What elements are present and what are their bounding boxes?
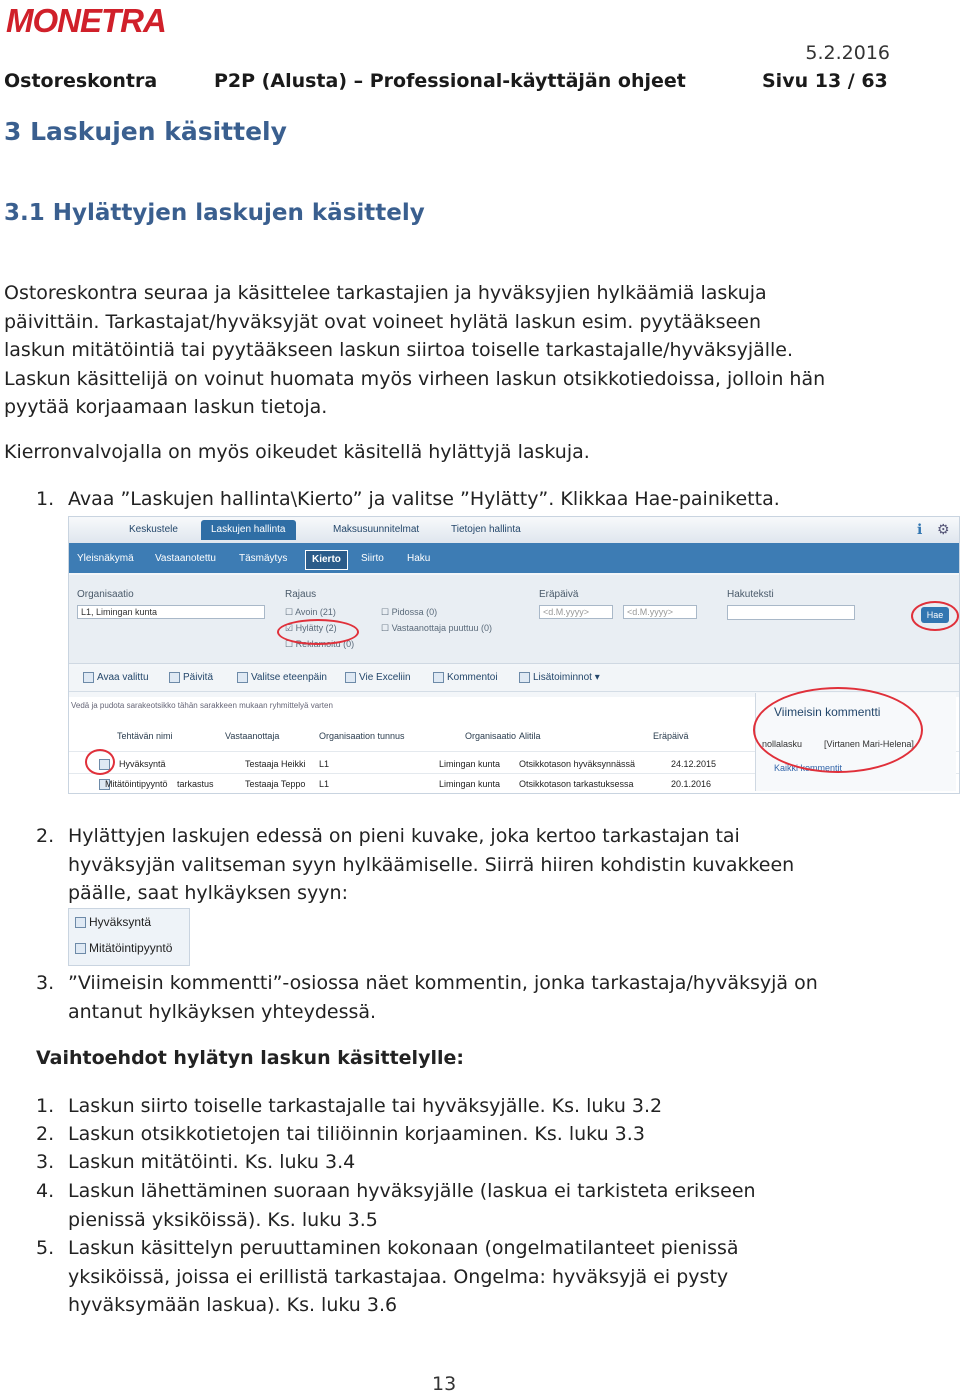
col-alitila[interactable]: Alitila — [519, 731, 541, 741]
info-icon[interactable]: ℹ — [917, 521, 923, 537]
gear-icon[interactable]: ⚙ — [937, 521, 950, 537]
checkbox-hylatty[interactable]: ☑ Hylätty (2) — [285, 623, 337, 634]
subtab-tasmaytys[interactable]: Täsmäytys — [239, 553, 288, 564]
crop-row: Hyväksyntä — [75, 915, 151, 929]
alt-line: hyväksymään laskua). Ks. luku 3.6 — [68, 1294, 398, 1316]
date-from-field[interactable]: <d.M.yyyy> — [539, 605, 613, 619]
table-cell[interactable]: Mitätöintipyyntö — [105, 779, 168, 789]
table-cell: Limingan kunta — [439, 779, 501, 789]
highlight-ring-comment — [753, 687, 923, 773]
kommentoi-button[interactable]: Kommentoi — [433, 672, 498, 683]
paivita-button[interactable]: Päivitä — [169, 672, 213, 683]
alt-number: 5. — [36, 1237, 55, 1259]
highlight-ring-icon — [85, 749, 115, 775]
table-cell: 20.1.2016 — [671, 779, 712, 789]
highlight-ring-hylatty — [277, 619, 359, 645]
table-cell: Testaaja Heikki — [245, 759, 306, 769]
chapter-heading: 3 Laskujen käsittely — [4, 117, 287, 146]
open-icon — [83, 672, 94, 683]
subtab-vastaanotettu[interactable]: Vastaanotettu — [155, 553, 216, 564]
tab-tietojen-hallinta[interactable]: Tietojen hallinta — [451, 524, 521, 535]
rejection-icon-screenshot — [68, 908, 190, 966]
alt-number: 2. — [36, 1123, 55, 1145]
intro-paragraph — [4, 279, 904, 422]
table-cell: Otsikkotason hyväksynnässä — [519, 759, 636, 769]
section-heading: 3.1 Hylättyjen laskujen käsittely — [4, 200, 425, 226]
table-cell: 24.12.2015 — [671, 759, 717, 769]
forward-icon — [237, 672, 248, 683]
col-organisaation-tunnus[interactable]: Organisaation tunnus — [319, 731, 405, 741]
checkbox-avoin[interactable]: ☐ Avoin (21) — [285, 607, 336, 618]
alt-text — [68, 1177, 928, 1234]
crop-row: Mitätöintipyyntö — [75, 941, 172, 955]
checkbox-pidossa[interactable]: ☐ Pidossa (0) — [381, 607, 437, 618]
checkbox-reklamoitu[interactable]: ☐ Reklamoitu (0) — [285, 639, 354, 650]
app-screenshot — [68, 516, 960, 794]
refresh-icon — [169, 672, 180, 683]
step2-line: päälle, saat hylkäyksen syyn: — [68, 882, 348, 904]
intro-line: laskun mitätöintiä tai pyytääkseen laskun siirtoa toiselle tarkastajalle/hyväksyjälle. — [4, 339, 794, 361]
alt-text: Laskun otsikkotietojen tai tiliöinnin korjaaminen. Ks. luku 3.3 — [68, 1123, 645, 1145]
step3-number: 3. — [36, 972, 55, 994]
intro-line: Laskun käsittelijä on voinut huomata myös virheen laskun otsikkotiedoissa, jolloin hän — [4, 367, 826, 390]
monetra-logo: MONETRA — [6, 2, 166, 39]
latest-comment-title: Viimeisin kommentti — [774, 705, 881, 719]
more-icon — [519, 672, 530, 683]
alt-number: 1. — [36, 1095, 55, 1117]
step1-number: 1. — [36, 488, 55, 510]
table-cell: L1 — [319, 759, 330, 769]
tab-keskustele[interactable]: Keskustele — [129, 524, 178, 535]
table-cell: Otsikkotason tarkastuksessa — [519, 779, 634, 789]
document-icon — [75, 917, 86, 928]
alt-line: pienissä yksiköissä). Ks. luku 3.5 — [68, 1208, 378, 1231]
tab-laskujen-hallinta[interactable]: Laskujen hallinta — [201, 520, 296, 540]
lisatoiminnot-button[interactable]: Lisätoiminnot ▾ — [519, 672, 600, 683]
step3-line: ”Viimeisin kommentti”-osiossa näet kommentin, jonka tarkastaja/hyväksyjä on — [68, 972, 818, 994]
valitse-eteenpain-button[interactable]: Valitse eteenpäin — [237, 672, 327, 683]
step3-line: antanut hylkäyksen yhteydessä. — [68, 1000, 377, 1023]
step3-text — [68, 969, 928, 1026]
intro-line: Ostoreskontra seuraa ja käsittelee tarkastajien ja hyväksyjien hylkäämiä laskuja — [4, 282, 767, 304]
alt-number: 3. — [36, 1151, 55, 1173]
table-cell: L1 — [319, 779, 330, 789]
subtab-kierto[interactable]: Kierto — [305, 550, 348, 570]
supervisor-paragraph: Kierronvalvojalla on myös oikeudet käsitellä hylättyjä laskuja. — [4, 441, 590, 463]
hae-button[interactable]: Hae — [921, 607, 949, 623]
org-label: Organisaatio — [77, 589, 134, 600]
step1-text: Avaa ”Laskujen hallinta\Kierto” ja valitse ”Hylätty”. Klikkaa Hae-painiketta. — [68, 488, 780, 510]
table-cell: Limingan kunta — [439, 759, 501, 769]
group-hint: Vedä ja pudota sarakeotsikko tähän sarakkeen mukaan ryhmittelyä varten — [71, 701, 333, 710]
step2-number: 2. — [36, 825, 55, 847]
document-icon — [75, 943, 86, 954]
highlight-ring-hae — [911, 601, 959, 631]
intro-line: pyytää korjaamaan laskun tietoja. — [4, 396, 328, 418]
alt-line: yksiköissä, joissa ei erillistä tarkastajaa. Ongelma: hyväksyjä ei pysty — [68, 1265, 729, 1288]
step2-text — [68, 822, 928, 908]
subtab-yleisnakyma[interactable]: Yleisnäkymä — [77, 553, 134, 564]
comment-text: nollalasku — [762, 739, 803, 749]
date-to-field[interactable]: <d.M.yyyy> — [623, 605, 697, 619]
table-cell: Testaaja Teppo — [245, 779, 306, 789]
header-page: Sivu 13 / 63 — [762, 70, 888, 92]
checkbox-vastaanottaja-puuttuu[interactable]: ☐ Vastaanottaja puuttuu (0) — [381, 623, 492, 634]
alt-line: Laskun käsittelyn peruuttaminen kokonaan (ongelmatilanteet pienissä — [68, 1237, 739, 1259]
col-tehtavan-nimi[interactable]: Tehtävän nimi — [117, 731, 173, 741]
intro-line: päivittäin. Tarkastajat/hyväksyjät ovat voineet hylätä laskun esim. pyytääkseen — [4, 310, 761, 333]
step2-line: hyväksyjän valitseman syyn hylkäämiselle. Siirrä hiiren kohdistin kuvakkeen — [68, 853, 795, 876]
hakuteksti-label: Hakuteksti — [727, 589, 774, 600]
subtab-siirto[interactable]: Siirto — [361, 553, 384, 564]
hakuteksti-field[interactable] — [727, 605, 855, 620]
comment-author: [Virtanen Mari-Helena] — [824, 739, 914, 749]
col-vastaanottaja[interactable]: Vastaanottaja — [225, 731, 280, 741]
col-erapaiva[interactable]: Eräpäivä — [653, 731, 689, 741]
main-tabbar — [69, 517, 959, 543]
excel-icon — [345, 672, 356, 683]
rajaus-label: Rajaus — [285, 589, 317, 600]
all-comments-link[interactable]: Kaikki kommentit — [774, 763, 843, 773]
org-field[interactable]: L1, Limingan kunta — [77, 605, 265, 619]
sub-tabbar — [69, 543, 959, 573]
header-left: Ostoreskontra — [4, 70, 158, 92]
comment-icon — [433, 672, 444, 683]
header-center: P2P (Alusta) – Professional-käyttäjän ohjeet — [214, 70, 686, 92]
page-number: 13 — [432, 1373, 457, 1395]
tab-maksusuunnitelmat[interactable]: Maksusuunnitelmat — [333, 524, 420, 535]
alt-line: Laskun lähettäminen suoraan hyväksyjälle (laskua ei tarkisteta erikseen — [68, 1180, 756, 1202]
avaa-valittu-button[interactable]: Avaa valittu — [83, 672, 149, 683]
vie-exceliin-button[interactable]: Vie Exceliin — [345, 672, 411, 683]
alt-text: Laskun siirto toiselle tarkastajalle tai hyväksyjälle. Ks. luku 3.2 — [68, 1095, 663, 1117]
filter-panel — [69, 575, 959, 664]
subtab-haku[interactable]: Haku — [407, 553, 431, 564]
col-organisaatio[interactable]: Organisaatio — [465, 731, 517, 741]
alternatives-heading: Vaihtoehdot hylätyn laskun käsittelylle: — [36, 1047, 464, 1069]
alt-number: 4. — [36, 1180, 55, 1202]
table-cell: tarkastus — [177, 779, 214, 789]
erapaiva-label: Eräpäivä — [539, 589, 579, 600]
alt-text — [68, 1234, 928, 1320]
header-date: 5.2.2016 — [805, 42, 890, 64]
step2-line: Hylättyjen laskujen edessä on pieni kuvake, joka kertoo tarkastajan tai — [68, 825, 740, 847]
table-cell[interactable]: Hyväksyntä — [119, 759, 166, 769]
alt-text: Laskun mitätöinti. Ks. luku 3.4 — [68, 1151, 356, 1173]
